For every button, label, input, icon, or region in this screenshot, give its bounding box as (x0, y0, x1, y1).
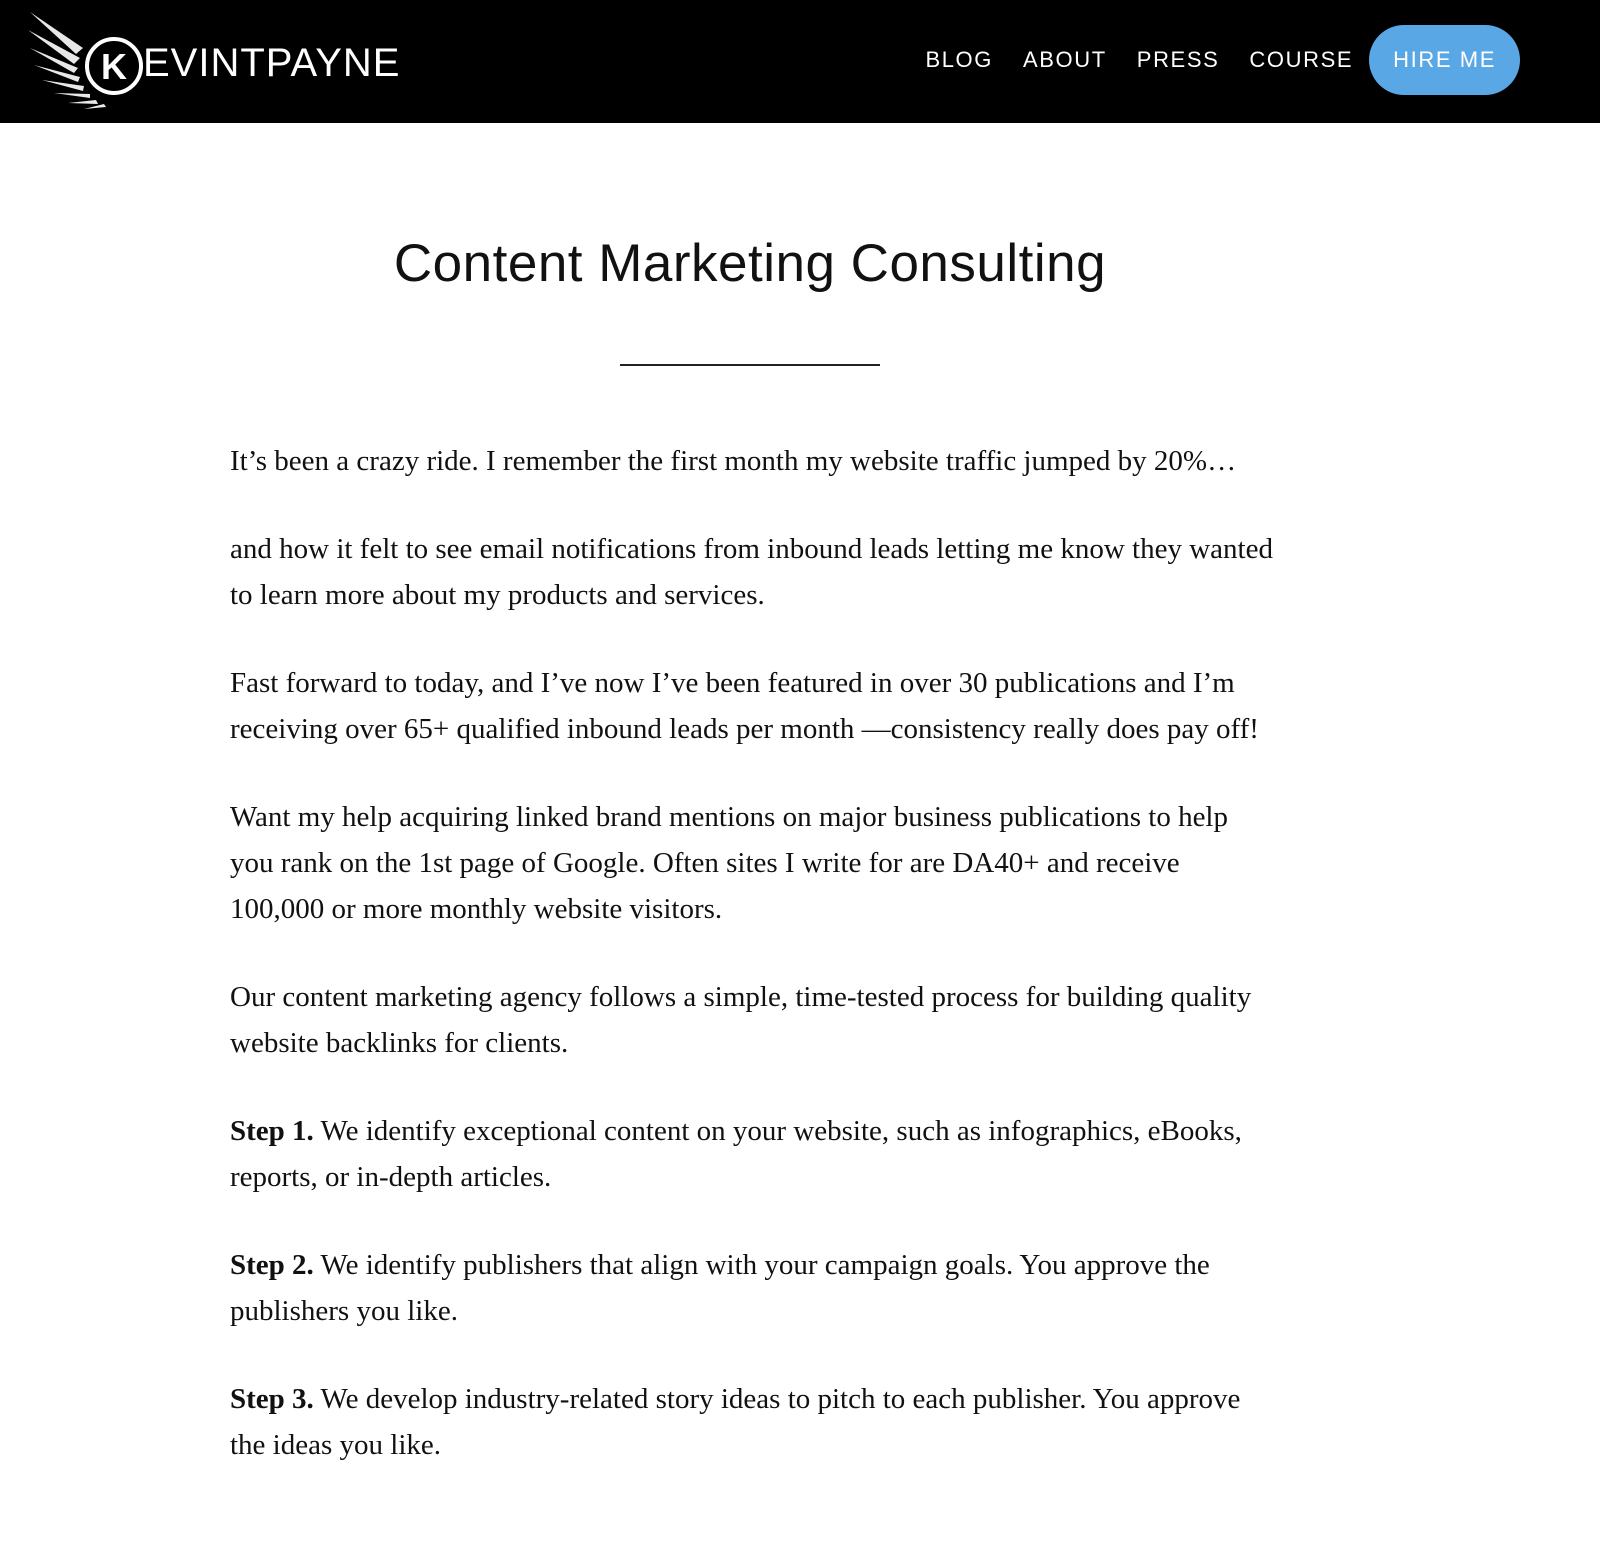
logo-letter: K (101, 46, 127, 87)
paragraph: and how it felt to see email notifications from inbound leads letting me know they wanted to learn more about my products and services. (230, 533, 1273, 611)
step-text: We identify exceptional content on your website, such as infographics, eBooks, reports, or in-depth articles. (230, 1115, 1242, 1193)
paragraph: Want my help acquiring linked brand mentions on major business publications to help you rank on the 1st page of Google. Often sites I write for are DA40+ and receive 100,000 or more monthly website visitors. (230, 801, 1228, 925)
nav-link-blog[interactable]: BLOG (925, 47, 993, 72)
title-divider (620, 364, 880, 366)
nav-link-about[interactable]: ABOUT (1023, 47, 1107, 72)
logo-wing-icon (28, 10, 143, 110)
step-text: We identify publishers that align with your campaign goals. You approve the publishers you like. (230, 1249, 1210, 1327)
paragraph: It’s been a crazy ride. I remember the first month my website traffic jumped by 20%… (230, 445, 1237, 477)
nav-link-press[interactable]: PRESS (1136, 47, 1220, 72)
step-paragraph (230, 1108, 1275, 1200)
site-header (0, 0, 1600, 123)
article-body (230, 438, 1275, 1510)
paragraph: Fast forward to today, and I’ve now I’ve been featured in over 30 publications and I’m receiving over 65+ qualified inbound leads per month —consistency really does pay off! (230, 667, 1259, 745)
hire-me-button[interactable]: HIRE ME (1369, 25, 1520, 95)
nav-link-course[interactable]: COURSE (1249, 47, 1354, 72)
step-label: Step 2. (230, 1249, 314, 1281)
step-text: We develop industry-related story ideas to pitch to each publisher. You approve the ideas you like. (230, 1383, 1241, 1461)
step-label: Step 3. (230, 1383, 314, 1415)
step-label: Step 1. (230, 1115, 314, 1147)
site-logo[interactable] (28, 10, 401, 110)
page-title: Content Marketing Consulting (393, 234, 1107, 293)
step-paragraph (230, 1242, 1275, 1334)
main-nav (895, 25, 1520, 95)
step-paragraph (230, 1376, 1275, 1468)
paragraph: Our content marketing agency follows a simple, time-tested process for building quality website backlinks for clients. (230, 981, 1252, 1059)
logo-text: EVINTPAYNE (143, 41, 401, 85)
